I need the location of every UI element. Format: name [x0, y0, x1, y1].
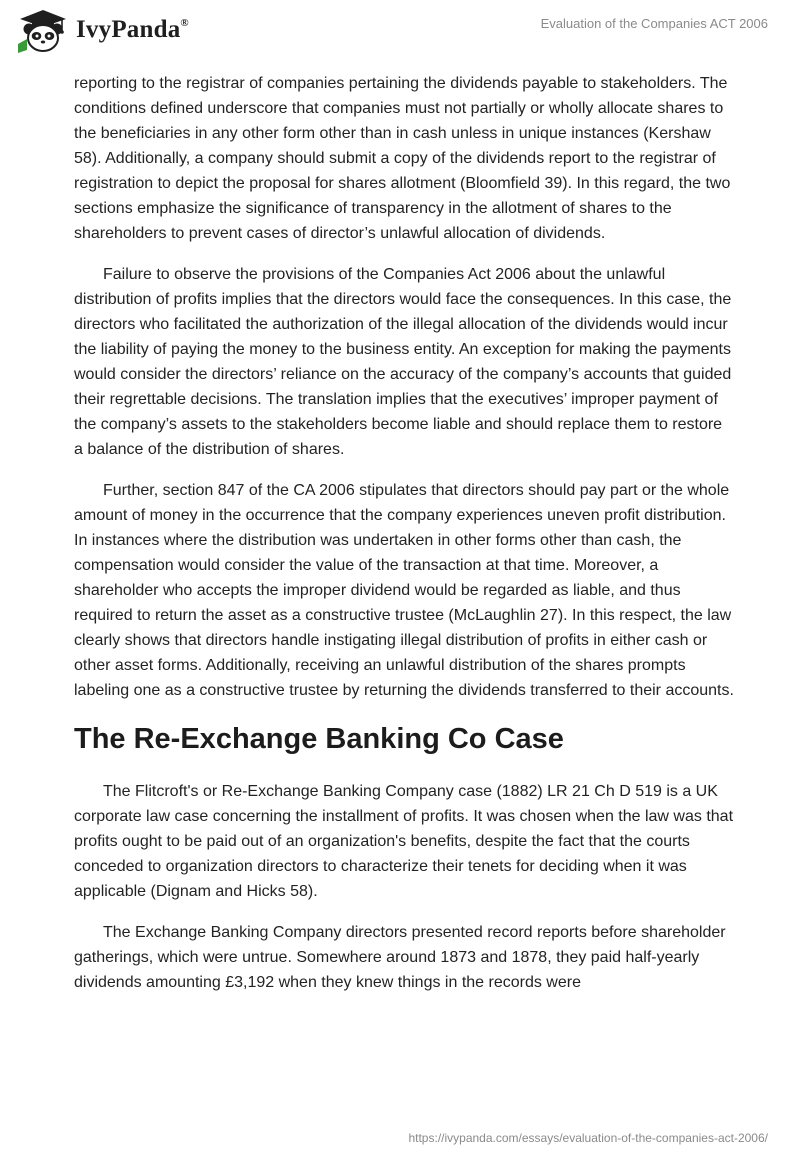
panda-graduate-icon: [14, 6, 72, 54]
section-heading: The Re-Exchange Banking Co Case: [74, 723, 564, 755]
registered-mark: ®: [180, 16, 189, 29]
document-title: Evaluation of the Companies ACT 2006: [540, 16, 768, 31]
page-header: [0, 0, 800, 70]
source-url[interactable]: https://ivypanda.com/essays/evaluation-of-the-companies-act-2006/: [408, 1131, 768, 1145]
paragraph: Failure to observe the provisions of the Companies Act 2006 about the unlawful distribution of profits implies that the directors would face the consequences. In this case, the directors who facilitated the authorization of the illegal allocation of the dividends would incur the liability of paying the money to the business entity. An exception for making the payments would consider the directors’ reliance on the accuracy of the company’s accounts that guided their regrettable decisions. The translation implies that the executives’ improper payment of the company’s assets to the stakeholders become liable and should replace them to restore a balance of the distribution of shares.: [74, 266, 732, 458]
paragraph: The Flitcroft's or Re-Exchange Banking Company case (1882) LR 21 Ch D 519 is a UK corporate law case concerning the installment of profits. It was chosen when the law was that profits ought to be paid out of an organization's benefits, despite the fact that the courts conceded to organization directors to characterize their tenets for deciding when it was applicable (Dignam and Hicks 58).: [74, 783, 734, 900]
paragraph: The Exchange Banking Company directors presented record reports before shareholder gatherings, which were untrue. Somewhere around 1873 and 1878, they paid half-yearly dividends amounting £3,192 when they knew things in the records were: [74, 924, 726, 991]
paragraph: Further, section 847 of the CA 2006 stipulates that directors should pay part or the whole amount of money in the occurrence that the company experiences uneven profit distribution. In instances where the distribution was undertaken in other forms other than cash, the compensation would consider the value of the transaction at that time. Moreover, a shareholder who accepts the improper dividend would be regarded as liable, and thus required to return the asset as a constructive trustee (McLaughlin 27). In this respect, the law clearly shows that directors handle instigating illegal distribution of profits in either cash or other asset forms. Additionally, receiving an unlawful distribution of the shares prompts labeling one as a constructive trustee by returning the dividends transferred to their accounts.: [74, 482, 734, 699]
brand-name: IvyPanda®: [76, 16, 189, 43]
paragraph-continuation: reporting to the registrar of companies pertaining the dividends payable to stakeholders. The conditions defined underscore that companies must not partially or wholly allocate shares to the beneficiaries in any other form other than in cash unless in unique instances (Kershaw 58). Additionally, a company should submit a copy of the dividends report to the registrar of registration to depict the proposal for shares allotment (Bloomfield 39). In this regard, the two sections emphasize the significance of transparency in the allotment of shares to the shareholders to prevent cases of director’s unlawful allocation of dividends.: [74, 75, 731, 242]
essay-body: [74, 71, 734, 1011]
ivypanda-logo[interactable]: [14, 6, 189, 54]
